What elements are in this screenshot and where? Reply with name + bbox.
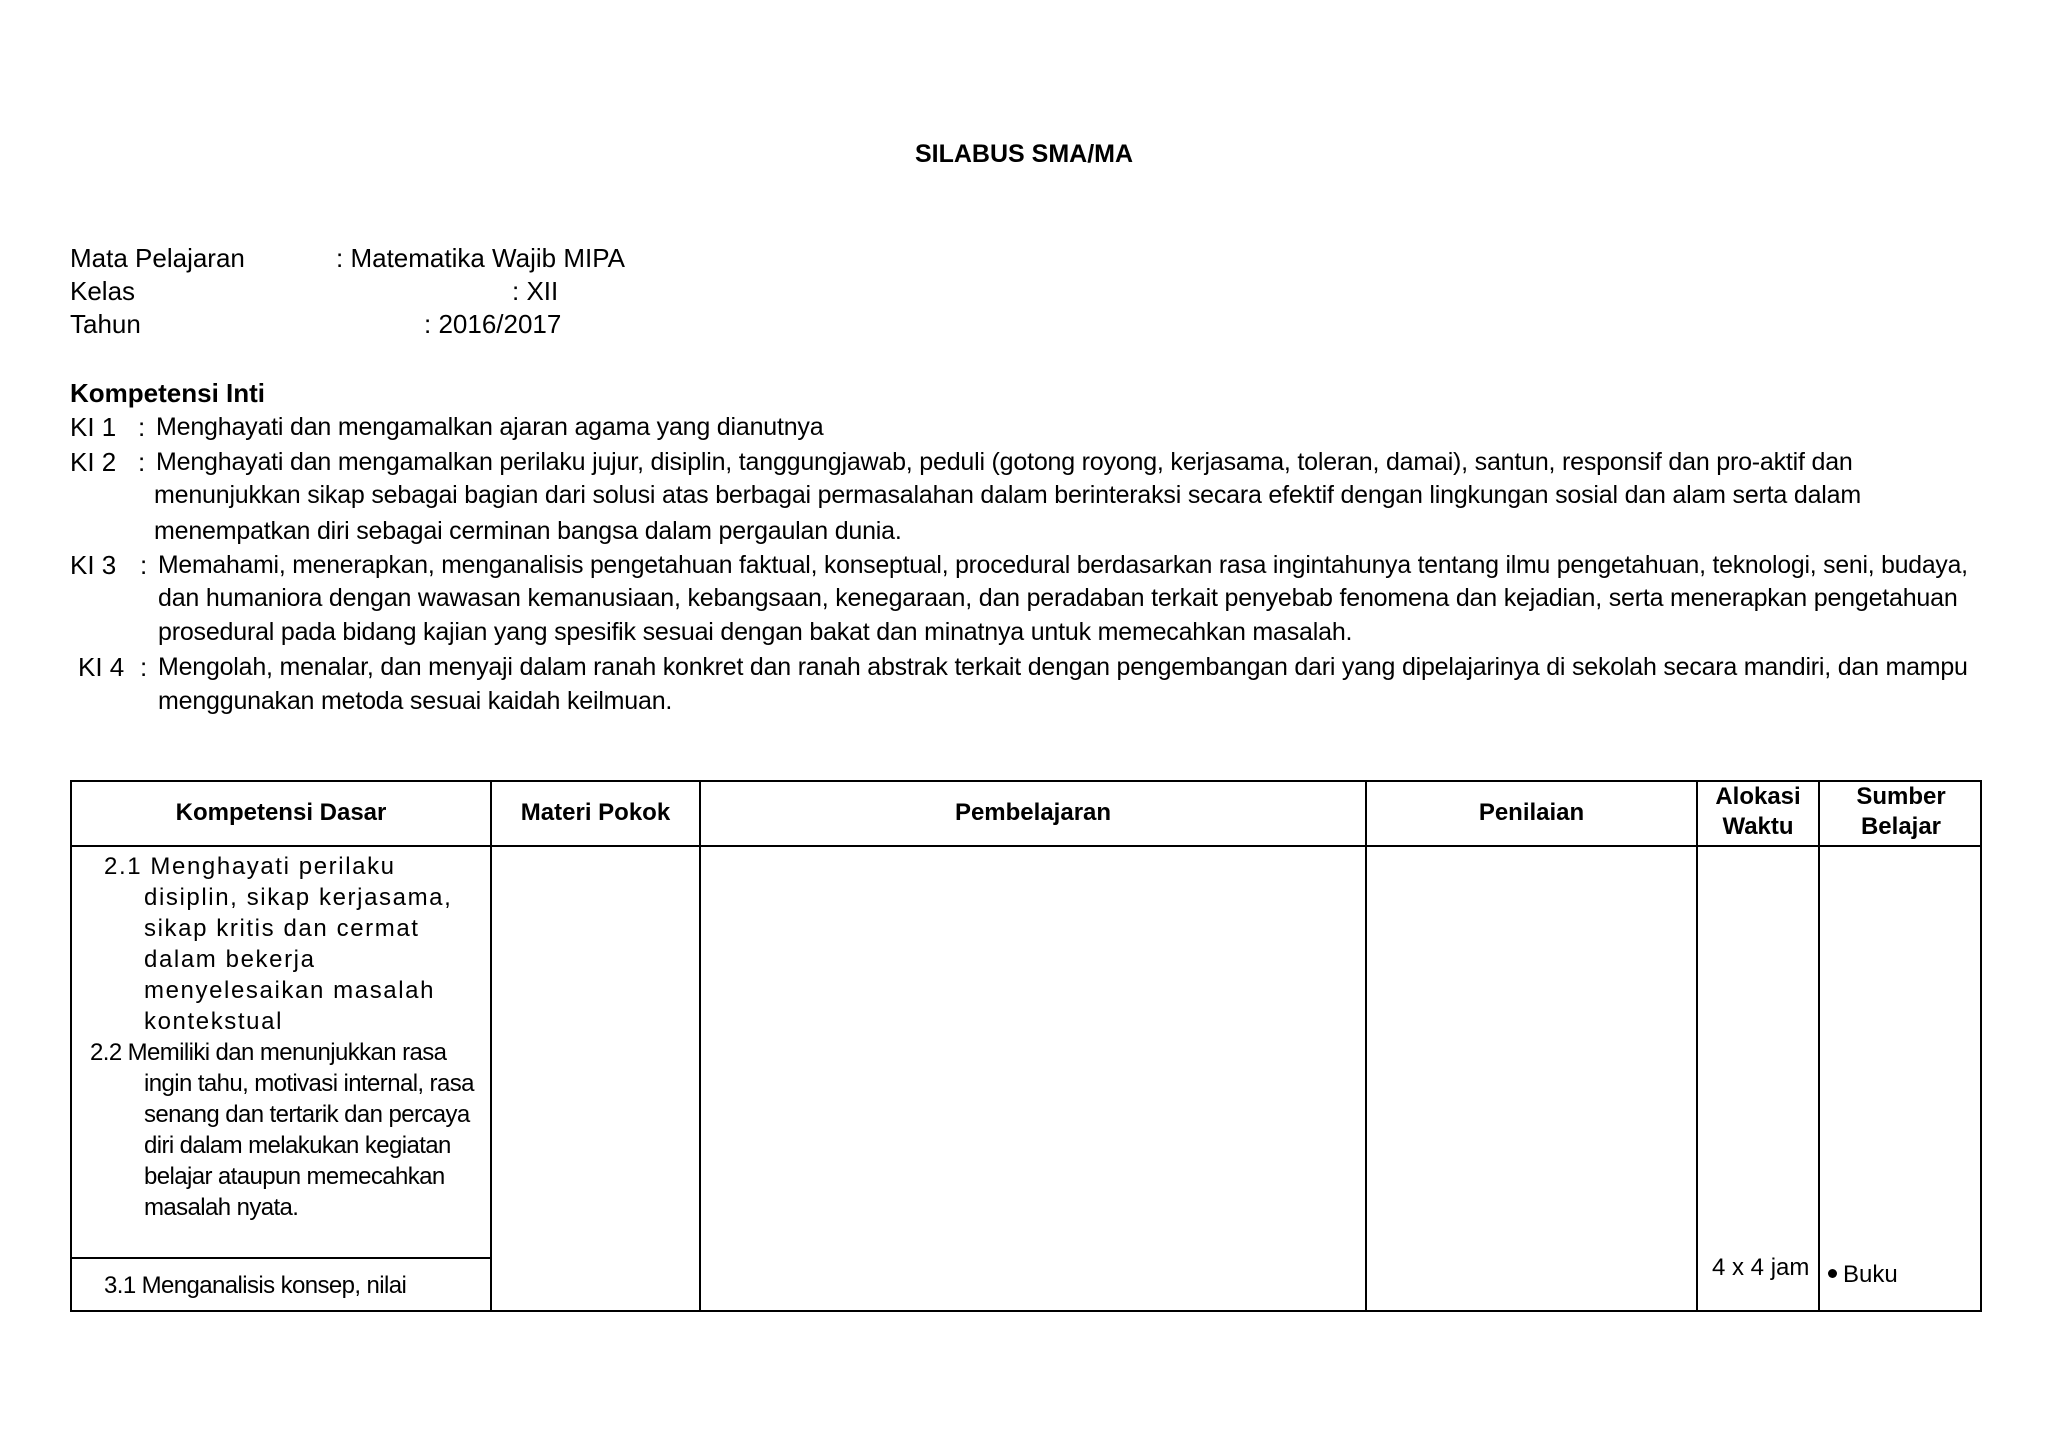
column-divider — [1696, 782, 1698, 1310]
year-value: : 2016/2017 — [424, 309, 562, 339]
ki-4-line-2: menggunakan metoda sesuai kaidah keilmuan. — [158, 687, 673, 715]
kd-row-divider — [72, 1257, 490, 1259]
header-sumber-line-1: Sumber — [1856, 783, 1946, 810]
ki-3-colon: : — [140, 550, 148, 580]
kd-2-2-line-5: belajar ataupun memecahkan — [144, 1163, 445, 1190]
header-divider — [72, 845, 1980, 847]
ki-1-line-1: Menghayati dan mengamalkan ajaran agama yang dianutnya — [156, 413, 824, 441]
alokasi-waktu-value: 4 x 4 jam — [1712, 1254, 1810, 1281]
ki-1-colon: : — [138, 412, 146, 442]
header-materi-pokok: Materi Pokok — [520, 799, 671, 826]
sumber-belajar-text: Buku — [1843, 1261, 1898, 1288]
ki-4-line-1: Mengolah, menalar, dan menyaji dalam ranah konkret dan ranah abstrak terkait dengan pengembangan dari yang dipelajarinya di sekolah secara mandiri, dan mampu — [158, 653, 1968, 681]
sumber-belajar-item — [1828, 1259, 1898, 1290]
header-pembelajaran: Pembelajaran — [954, 799, 1112, 826]
class-label: Kelas — [70, 276, 136, 306]
kd-2-1-line-5: menyelesaikan masalah — [144, 977, 436, 1004]
kd-2-1-line-6: kontekstual — [144, 1008, 284, 1035]
kompetensi-inti-heading: Kompetensi Inti — [70, 378, 266, 408]
year-label: Tahun — [70, 309, 141, 339]
class-value: : XII — [512, 276, 559, 306]
bullet-icon — [1828, 1269, 1837, 1278]
kd-2-2-line-6: masalah nyata. — [144, 1194, 299, 1221]
ki-4-colon: : — [140, 652, 148, 682]
ki-2-colon: : — [138, 447, 146, 477]
column-divider — [1818, 782, 1820, 1310]
column-divider — [490, 782, 492, 1310]
ki-3-line-3: prosedural pada bidang kajian yang spesifik sesuai dengan bakat dan minatnya untuk memecahkan masalah. — [158, 618, 1353, 646]
kd-2-1-line-3: sikap kritis dan cermat — [144, 915, 420, 942]
header-penilaian: Penilaian — [1478, 799, 1585, 826]
header-kompetensi-dasar: Kompetensi Dasar — [175, 799, 387, 826]
kd-2-1-line-4: dalam bekerja — [144, 946, 316, 973]
header-alokasi-line-2: Waktu — [1722, 813, 1794, 840]
ki-2-line-1: Menghayati dan mengamalkan perilaku jujur, disiplin, tanggungjawab, peduli (gotong royong, kerjasama, toleran, damai), santun, responsif dan pro-aktif dan — [156, 448, 1853, 476]
subject-value: : Matematika Wajib MIPA — [336, 243, 625, 273]
ki-1-label: KI 1 — [70, 412, 117, 442]
header-sumber-line-2: Belajar — [1860, 813, 1942, 840]
ki-3-line-2: dan humaniora dengan wawasan kemanusiaan, kebangsaan, kenegaraan, dan peradaban terkait penyebab fenomena dan kejadian, serta menerapkan pengetahuan — [158, 584, 1958, 612]
ki-4-label: KI 4 — [78, 652, 125, 682]
ki-2-line-2: menunjukkan sikap sebagai bagian dari solusi atas berbagai permasalahan dalam berinteraksi secara efektif dengan lingkungan sosial dan alam serta dalam — [154, 481, 1861, 509]
kd-2-1-line-2: disiplin, sikap kerjasama, — [144, 884, 453, 911]
kd-2-2-line-3: senang dan tertarik dan percaya — [144, 1101, 470, 1128]
syllabus-table — [70, 780, 1982, 1312]
column-divider — [1365, 782, 1367, 1310]
ki-2-line-3: menempatkan diri sebagai cerminan bangsa dalam pergaulan dunia. — [154, 517, 902, 545]
header-alokasi-line-1: Alokasi — [1715, 783, 1801, 810]
header-alokasi-waktu — [1698, 782, 1818, 842]
document-title: SILABUS SMA/MA — [914, 140, 1134, 168]
ki-3-label: KI 3 — [70, 550, 117, 580]
kd-2-1-line-1: 2.1 Menghayati perilaku — [104, 853, 396, 880]
kd-2-2-line-2: ingin tahu, motivasi internal, rasa — [144, 1070, 474, 1097]
ki-2-label: KI 2 — [70, 447, 117, 477]
ki-3-line-1: Memahami, menerapkan, menganalisis pengetahuan faktual, konseptual, procedural berdasarkan rasa ingintahunya tentang ilmu pengetahuan, teknologi, seni, budaya, — [158, 551, 1968, 579]
column-divider — [699, 782, 701, 1310]
subject-label: Mata Pelajaran — [70, 243, 245, 273]
header-sumber-belajar — [1820, 782, 1982, 842]
kd-2-2-line-1: 2.2 Memiliki dan menunjukkan rasa — [90, 1039, 447, 1066]
kd-2-2-line-4: diri dalam melakukan kegiatan — [144, 1132, 451, 1159]
kd-3-1-line-1: 3.1 Menganalisis konsep, nilai — [104, 1272, 407, 1299]
